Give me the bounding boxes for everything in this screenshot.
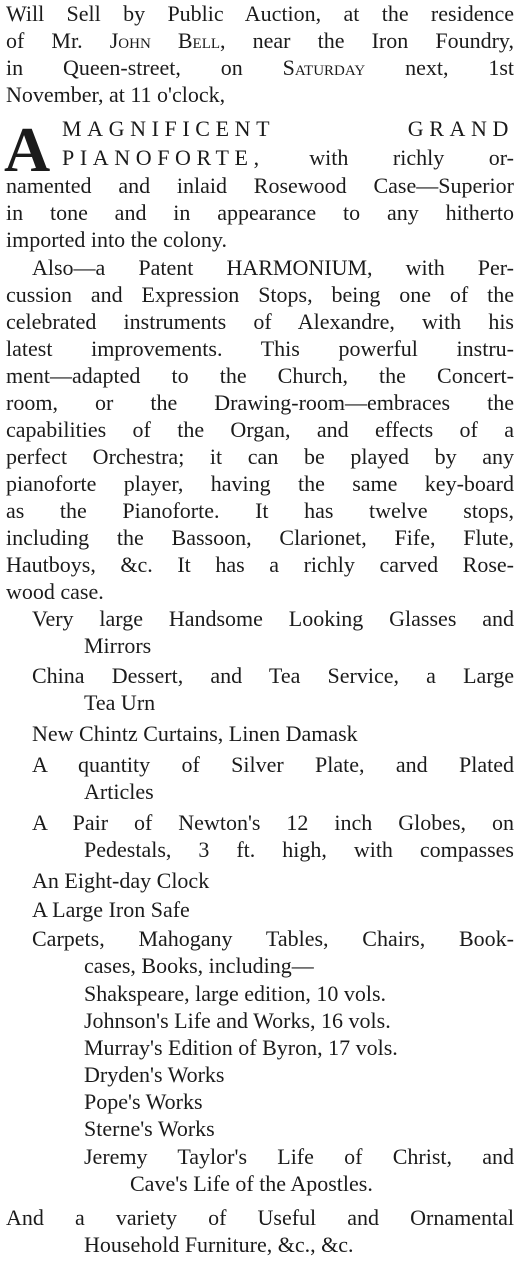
- intro-line-2: [6, 27, 514, 54]
- harmonium-line: including the Bassoon, Clarionet, Fife, Flute,: [6, 525, 514, 550]
- list-item-continuation: Pedestals, 3 ft. high, with compasses: [84, 837, 514, 862]
- book-item-continuation: Cave's Life of the Apostles.: [130, 1171, 373, 1196]
- sale-day: Saturday: [282, 55, 366, 80]
- pianoforte-word: PIANOFORTE,: [62, 145, 265, 170]
- book-item: Jeremy Taylor's Life of Christ, and: [84, 1144, 514, 1169]
- piano-line-3: namented and inlaid Rosewood Case—Superior: [6, 173, 514, 198]
- drop-cap: A: [4, 114, 51, 185]
- list-item-continuation: Articles: [84, 779, 154, 804]
- intro-line-2-suffix: , near the Iron Foundry,: [220, 28, 514, 53]
- harmonium-line: cussion and Expression Stops, being one of the: [6, 282, 514, 307]
- intro-line-3-suffix: next, 1st: [365, 55, 515, 80]
- book-item: Sterne's Works: [84, 1116, 215, 1141]
- intro-line-3-prefix: in Queen-street, on: [6, 55, 283, 80]
- harmonium-line: wood case.: [6, 579, 104, 604]
- harmonium-line: celebrated instruments of Alexandre, with his: [6, 309, 514, 334]
- piano-line-2: [62, 144, 514, 171]
- book-item: Johnson's Life and Works, 16 vols.: [84, 1008, 391, 1033]
- list-item: New Chintz Curtains, Linen Damask: [32, 721, 358, 746]
- book-item: Shakspeare, large edition, 10 vols.: [84, 981, 387, 1006]
- harmonium-line: as the Pianoforte. It has twelve stops,: [6, 498, 514, 523]
- list-item: An Eight-day Clock: [32, 868, 210, 893]
- intro-line-1: Will Sell by Public Auction, at the residence: [6, 1, 514, 26]
- book-item: Dryden's Works: [84, 1062, 225, 1087]
- harmonium-line: room, or the Drawing-room—embraces the: [6, 390, 514, 415]
- harmonium-line: Hautboys, &c. It has a richly carved Rose-: [6, 552, 514, 577]
- piano-line-5: imported into the colony.: [6, 227, 227, 252]
- list-item-continuation: Mirrors: [84, 633, 152, 658]
- harmonium-line: perfect Orchestra; it can be played by any: [6, 444, 514, 469]
- list-item: A Large Iron Safe: [32, 897, 190, 922]
- seller-name: John Bell: [109, 28, 221, 53]
- harmonium-line: Also—a Patent HARMONIUM, with Per-: [32, 255, 514, 280]
- piano-heading-line: MAGNIFICENT GRAND: [62, 116, 514, 141]
- piano-line-4: in tone and in appearance to any hitherto: [6, 200, 514, 225]
- book-item: Pope's Works: [84, 1089, 203, 1114]
- intro-line-4: November, at 11 o'clock,: [6, 82, 226, 107]
- list-item: China Dessert, and Tea Service, a Large: [32, 663, 514, 688]
- list-item: Very large Handsome Looking Glasses and: [32, 606, 514, 631]
- closing-line: And a variety of Useful and Ornamental: [6, 1205, 514, 1230]
- intro-line-2-prefix: of Mr.: [6, 28, 110, 53]
- harmonium-line: ment—adapted to the Church, the Concert-: [6, 363, 514, 388]
- harmonium-line: pianoforte player, having the same key-board: [6, 471, 514, 496]
- harmonium-line: latest improvements. This powerful instru-: [6, 336, 514, 361]
- list-item: A Pair of Newton's 12 inch Globes, on: [32, 810, 514, 835]
- closing-line: Household Furniture, &c., &c.: [84, 1232, 354, 1257]
- harmonium-line: capabilities of the Organ, and effects of a: [6, 417, 514, 442]
- list-item-continuation: Tea Urn: [84, 690, 156, 715]
- book-item: Murray's Edition of Byron, 17 vols.: [84, 1035, 398, 1060]
- list-item-continuation: cases, Books, including—: [84, 953, 314, 978]
- list-item: A quantity of Silver Plate, and Plated: [32, 752, 514, 777]
- intro-line-3: [6, 54, 514, 81]
- list-item: Carpets, Mahogany Tables, Chairs, Book-: [32, 926, 514, 951]
- piano-line-2-rest: with richly or-: [264, 145, 514, 170]
